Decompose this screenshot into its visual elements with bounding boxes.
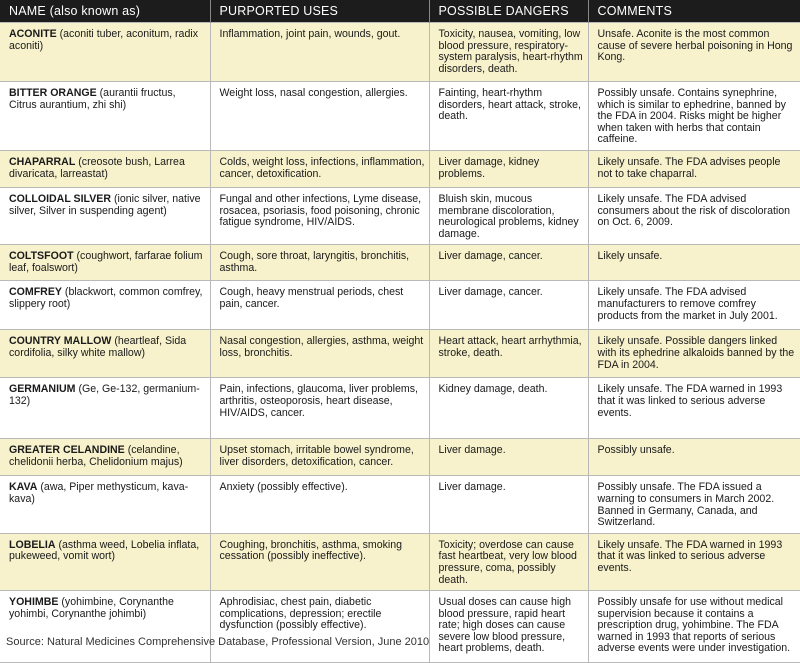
uses-cell: Colds, weight loss, infections, inflammation, cancer, detoxification. bbox=[210, 150, 429, 187]
comments-cell: Likely unsafe. The FDA warned in 1993 that it was linked to serious adverse events. bbox=[588, 378, 800, 439]
name-cell bbox=[0, 281, 210, 330]
name-cell bbox=[0, 439, 210, 476]
comments-cell: Possibly unsafe. bbox=[588, 439, 800, 476]
uses-cell: Upset stomach, irritable bowel syndrome, liver disorders, detoxification, cancer. bbox=[210, 439, 429, 476]
comments-cell: Likely unsafe. The FDA advised consumers about the risk of discoloration on Oct. 6, 2009. bbox=[588, 187, 800, 244]
uses-cell: Coughing, bronchitis, asthma, smoking cessation (possibly ineffective). bbox=[210, 533, 429, 590]
supplement-aka: (awa, Piper methysticum, kava-kava) bbox=[9, 481, 189, 505]
supplement-name: COLLOIDAL SILVER bbox=[9, 192, 112, 205]
table-row bbox=[0, 378, 800, 439]
supplement-name: YOHIMBE bbox=[9, 596, 59, 609]
supplement-name: ACONITE bbox=[9, 28, 57, 40]
uses-cell: Aphrodisiac, chest pain, diabetic complications, depression; erectile dysfunction (possibly effective). bbox=[210, 591, 429, 663]
name-cell bbox=[0, 476, 210, 533]
supplement-name: LOBELIA bbox=[9, 538, 56, 551]
supplement-name: GREATER CELANDINE bbox=[9, 444, 125, 457]
comments-cell: Possibly unsafe. Contains synephrine, which is similar to ephedrine, banned by the FDA in 2004. Risks might be higher when taken with herbs that contain caffeine. bbox=[588, 82, 800, 151]
comments-cell: Likely unsafe. bbox=[588, 245, 800, 281]
name-cell bbox=[0, 378, 210, 439]
supplement-name: KAVA bbox=[9, 481, 38, 494]
table-row bbox=[0, 245, 800, 281]
table-row bbox=[0, 150, 800, 187]
name-cell bbox=[0, 591, 210, 663]
supplement-name: CHAPARRAL bbox=[9, 155, 76, 168]
name-cell bbox=[0, 187, 210, 244]
comments-cell: Likely unsafe. The FDA warned in 1993 that it was linked to serious adverse events. bbox=[588, 533, 800, 590]
uses-cell: Pain, infections, glaucoma, liver problems, arthritis, osteoporosis, heart disease, HIV/AIDS, cancer. bbox=[210, 378, 429, 439]
header-purported-uses: PURPORTED USES bbox=[210, 0, 429, 23]
uses-cell: Cough, sore throat, laryngitis, bronchitis, asthma. bbox=[210, 245, 429, 281]
comments-cell: Likely unsafe. The FDA advises people not to take chaparral. bbox=[588, 150, 800, 187]
dangers-cell: Liver damage. bbox=[429, 439, 588, 476]
supplement-name: COUNTRY MALLOW bbox=[9, 335, 112, 348]
uses-cell: Nasal congestion, allergies, asthma, weight loss, bronchitis. bbox=[210, 330, 429, 378]
name-cell bbox=[0, 330, 210, 378]
name-cell bbox=[0, 82, 210, 151]
comments-cell: Unsafe. Aconite is the most common cause of severe herbal poisoning in Hong Kong. bbox=[588, 23, 800, 82]
table-row bbox=[0, 330, 800, 378]
comments-cell: Likely unsafe. The FDA advised manufacturers to remove comfrey products from the market in July 2001. bbox=[588, 281, 800, 330]
comments-cell: Likely unsafe. Possible dangers linked with its ephedrine alkaloids banned by the FDA in 2004. bbox=[588, 330, 800, 378]
dangers-cell: Kidney damage, death. bbox=[429, 378, 588, 439]
supplement-aka: (aurantii fructus, Citrus aurantium, zhi shi) bbox=[9, 87, 176, 111]
table-row bbox=[0, 187, 800, 244]
uses-cell: Weight loss, nasal congestion, allergies. bbox=[210, 82, 429, 151]
dangers-cell: Heart attack, heart arrhythmia, stroke, death. bbox=[429, 330, 588, 378]
name-cell bbox=[0, 533, 210, 590]
supplement-aka: (Ge, Ge-132, germanium-132) bbox=[9, 383, 200, 407]
uses-cell: Fungal and other infections, Lyme disease, rosacea, psoriasis, food poisoning, chronic fatigue syndrome, HIV/AIDS. bbox=[210, 187, 429, 244]
header-comments: COMMENTS bbox=[588, 0, 800, 23]
supplement-name: COMFREY bbox=[9, 286, 62, 299]
source-note: Source: Natural Medicines Comprehensive Database, Professional Version, June 2010 bbox=[6, 636, 430, 648]
dangers-cell: Usual doses can cause high blood pressure, rapid heart rate; high doses can cause severe low blood pressure, heart problems, death. bbox=[429, 591, 588, 663]
name-cell bbox=[0, 23, 210, 82]
table-row bbox=[0, 82, 800, 151]
comments-cell: Possibly unsafe. The FDA issued a warning to consumers in March 2002. Banned in Germany, Canada, and Switzerland. bbox=[588, 476, 800, 533]
table-row bbox=[0, 591, 800, 663]
supplement-aka: (asthma weed, Lobelia inflata, pukeweed, vomit wort) bbox=[9, 538, 200, 563]
table-header-row bbox=[0, 0, 800, 23]
uses-cell: Cough, heavy menstrual periods, chest pain, cancer. bbox=[210, 281, 429, 330]
supplement-aka: (celandine, chelidonii herba, Chelidonium majus) bbox=[9, 444, 183, 468]
dangers-cell: Liver damage. bbox=[429, 476, 588, 533]
dangers-cell: Bluish skin, mucous membrane discoloration, neurological problems, kidney damage. bbox=[429, 187, 588, 244]
table-row bbox=[0, 439, 800, 476]
header-possible-dangers: POSSIBLE DANGERS bbox=[429, 0, 588, 23]
supplement-aka: (blackwort, common comfrey, slippery root) bbox=[9, 286, 203, 310]
dangers-cell: Toxicity, nausea, vomiting, low blood pressure, respiratory-system paralysis, heart-rhythm disorders, death. bbox=[429, 23, 588, 82]
name-cell bbox=[0, 245, 210, 281]
dangers-cell: Liver damage, cancer. bbox=[429, 281, 588, 330]
header-name: NAME (also known as) bbox=[0, 0, 210, 23]
dangers-cell: Fainting, heart-rhythm disorders, heart attack, stroke, death. bbox=[429, 82, 588, 151]
comments-cell: Possibly unsafe for use without medical supervision because it contains a prescription drug, yohimbine. The FDA warned in 1993 that reports of serious adverse events were under investigation. bbox=[588, 591, 800, 663]
table-row bbox=[0, 533, 800, 590]
table-row bbox=[0, 476, 800, 533]
supplement-aka: (coughwort, farfarae folium leaf, foalswort) bbox=[9, 250, 203, 274]
supplement-name: BITTER ORANGE bbox=[9, 87, 97, 99]
supplement-aka: (creosote bush, Larrea divaricata, larreastat) bbox=[9, 155, 185, 180]
supplement-aka: (aconiti tuber, aconitum, radix aconiti) bbox=[9, 28, 198, 52]
table-row bbox=[0, 281, 800, 330]
supplement-aka: (heartleaf, Sida cordifolia, silky white mallow) bbox=[9, 335, 187, 359]
supplement-aka: (yohimbine, Corynanthe yohimbi, Corynanthe johimbi) bbox=[9, 596, 174, 620]
name-cell bbox=[0, 150, 210, 187]
supplement-name: COLTSFOOT bbox=[9, 250, 74, 263]
supplement-aka: (ionic silver, native silver, Silver in suspending agent) bbox=[9, 192, 201, 217]
table-row bbox=[0, 23, 800, 82]
uses-cell: Inflammation, joint pain, wounds, gout. bbox=[210, 23, 429, 82]
dangers-cell: Toxicity; overdose can cause fast heartbeat, very low blood pressure, coma, possibly death. bbox=[429, 533, 588, 590]
supplement-name: GERMANIUM bbox=[9, 383, 76, 396]
uses-cell: Anxiety (possibly effective). bbox=[210, 476, 429, 533]
dangers-cell: Liver damage, cancer. bbox=[429, 245, 588, 281]
dangers-cell: Liver damage, kidney problems. bbox=[429, 150, 588, 187]
